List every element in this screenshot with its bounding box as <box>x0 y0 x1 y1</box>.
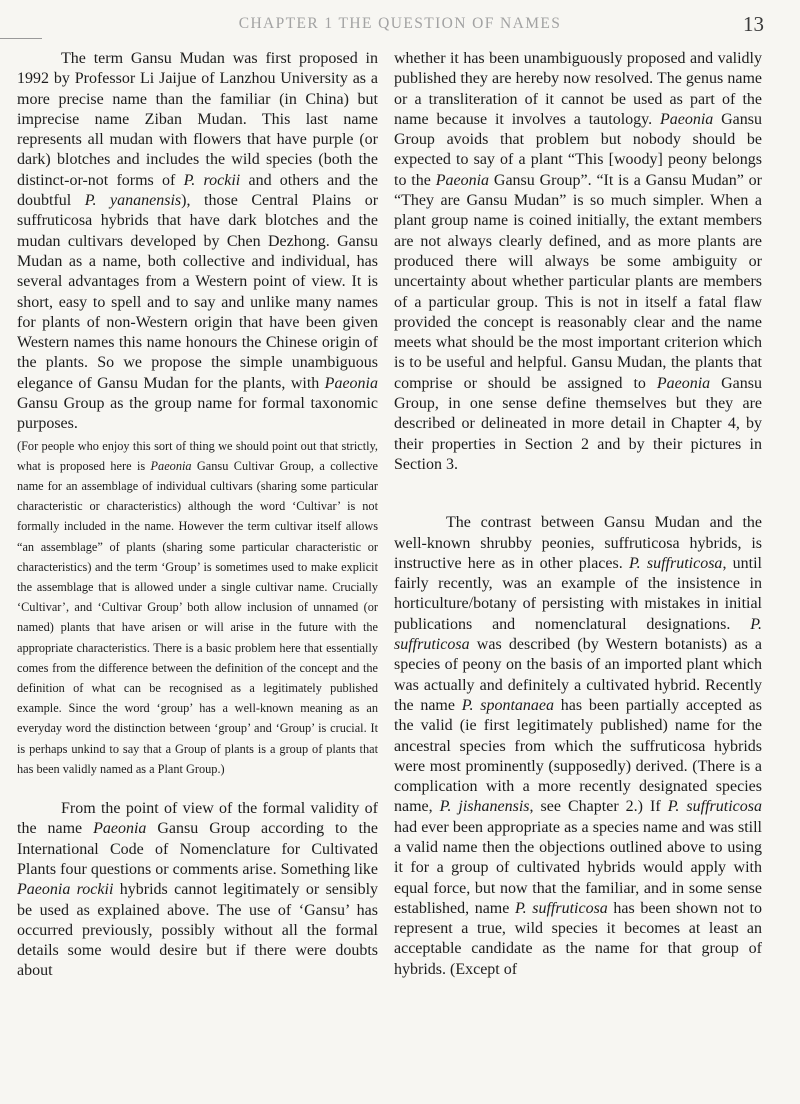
text-run: hybrids cannot legitimately or sensibly be used as explained above. The use of ‘Gansu’ has occurred previously, possibly without all the formal details some would desire but if there were doubts about <box>17 881 379 980</box>
left-column <box>17 49 378 982</box>
text-run: and others and the doubtful <box>17 171 378 210</box>
italic-term: P. suffruticosa <box>667 798 762 816</box>
italic-term: Paeonia rockii <box>17 881 114 899</box>
italic-term: P. yananensis <box>84 192 182 210</box>
italic-term: P. spontanaea <box>461 696 555 714</box>
italic-term: Paeonia <box>93 820 147 838</box>
text-run: Gansu Group, in one sense define themselves but they are described or delineated in more detail in Chapter 4, by their properties in Section 2 and by their pictures in Section 3. <box>394 374 762 473</box>
text-run: (For people who enjoy this sort of thing we should point out that strictly, what is proposed here is <box>17 438 378 473</box>
italic-term: P. jishanensis <box>439 798 530 816</box>
text-run: Gansu Cultivar Group, a collective name for an assemblage of individual cultivars (sharing some particular characteristic or characteristics) although the word ‘Cultivar’ is not formally included in the name. However the term cultivar itself allows “an assemblage” of plants (sharing some particular characteristic or characteristics) and the term ‘Group’ is sometimes used to make explicit the assemblage that is allowed under a single cultivar name. Crucially ‘Cultivar’, and ‘Cultivar Group’ both allow inclusion of unnamed (or named) plants that have arisen or will arise in the future with the appropriate characteristics. There is a basic problem here that essentially comes from the difference between the definition of the concept and the definition of what can be recognised as a legitimately published example. Since the word ‘group’ has a well-known meaning as an everyday word the distinction between ‘group’ and ‘Group’ is crucial. It is perhaps unkind to say that a Group of plants is a group of plants that has been validly named as a Plant Group.) <box>17 458 378 776</box>
italic-term: P. suffruticosa <box>514 899 608 917</box>
text-run: , see Chapter 2.) If <box>529 798 668 816</box>
text-run: From the point of view of the formal validity of the name <box>17 800 378 838</box>
text-run: whether it has been unambiguously proposed and validly published they are hereby now resolved. The genus name or a transliteration of it cannot be used as part of the name because it involves a tautology. <box>394 50 762 128</box>
italic-term: Paeonia <box>324 374 378 392</box>
italic-term: P. suffruticosa <box>628 554 723 572</box>
text-run: has been partially accepted as the valid (ie first legitimately published) name for the ancestral species from which the suffruticosa hybrids were most prominently (supposedly) derived. (There is a complication with a more recently designated species name, <box>394 696 763 816</box>
paragraph <box>394 513 762 980</box>
header-rule <box>0 38 42 39</box>
text-run: The term Gansu Mudan was first proposed in 1992 by Professor Li Jaijue of Lanzhou University as a more precise name than the familiar (in China) but imprecise name Ziban Mudan. This last name represents all mudan with flowers that have purple (or dark) blotches and includes the wild species (both the distinct-or-not forms of <box>17 50 378 189</box>
text-run: The contrast between Gansu Mudan and the well-known shrubby peonies, suffruticosa hybrids, is instructive here as in other places. <box>394 514 762 572</box>
running-title: CHAPTER 1 THE QUESTION OF NAMES <box>238 15 562 32</box>
text-run: was described (by Western botanists) as a species of peony on the basis of an imported plant which was actually and definitely a cultivated hybrid. Recently the name <box>394 636 762 714</box>
italic-term: Paeonia <box>435 171 490 189</box>
page-number: 13 <box>743 12 764 36</box>
text-run: Gansu Group as the group name for formal taxonomic purposes. <box>17 395 378 433</box>
text-run: Gansu Group”. “It is a Gansu Mudan” or “They are Gansu Mudan” is so much simpler. When a plant group name is coined initially, the extant members are not always clearly defined, and as more plants are produced there will always be some ambiguity or uncertainty about whether particular plants are members of a particular group. This is not in itself a fatal flaw provided the concept is reasonably clear and the name meets what should be the most important criterion which is to be useful and helpful. Gansu Mudan, the plants that comprise or should be assigned to <box>394 171 762 392</box>
text-run: , until fairly recently, was an example of the insistence in horticulture/botany of persisting with mistakes in initial publications and nomenclatural designations. <box>394 554 762 633</box>
italic-term: P. suffruticosa <box>394 615 762 654</box>
footnote-paragraph <box>17 436 378 779</box>
italic-term: P. rockii <box>183 171 241 189</box>
text-run: ), those Central Plains or suffruticosa hybrids that have dark blotches and the mudan cultivars developed by Chen Dezhong. Gansu Mudan as a name, both collective and individual, has several advantages from a Western point of view. It is short, easy to spell and to say and unlike many names for plants of non-Western origin that have been given Western names this name honours the Chinese origin of the plants. So we propose the simple unambiguous elegance of Gansu Mudan for the plants, with <box>17 192 379 392</box>
right-column <box>394 49 762 980</box>
page-header <box>0 12 800 42</box>
text-run: had ever been appropriate as a species name and was still a valid name then the objections outlined above to using it for a group of cultivated hybrids would apply with equal force, but now that the familiar, and in some sense established, name <box>394 818 762 917</box>
italic-term: Paeonia <box>656 374 711 392</box>
text-run: Gansu Group according to the International Code of Nomenclature for Cultivated Plants four questions or comments arise. Something like <box>17 820 378 878</box>
text-run: has been shown not to represent a true, wild species it becomes at least an acceptable candidate as the name for that group of hybrids. (Except of <box>394 899 762 978</box>
italic-term: Paeonia <box>659 110 714 128</box>
italic-term: Paeonia <box>150 458 192 473</box>
text-run: Gansu Group avoids that problem but nobody should be expected to say of a plant “This [woody] peony belongs to the <box>394 110 763 189</box>
paragraph <box>17 799 378 982</box>
paragraph <box>17 49 378 435</box>
paragraph <box>394 49 762 475</box>
